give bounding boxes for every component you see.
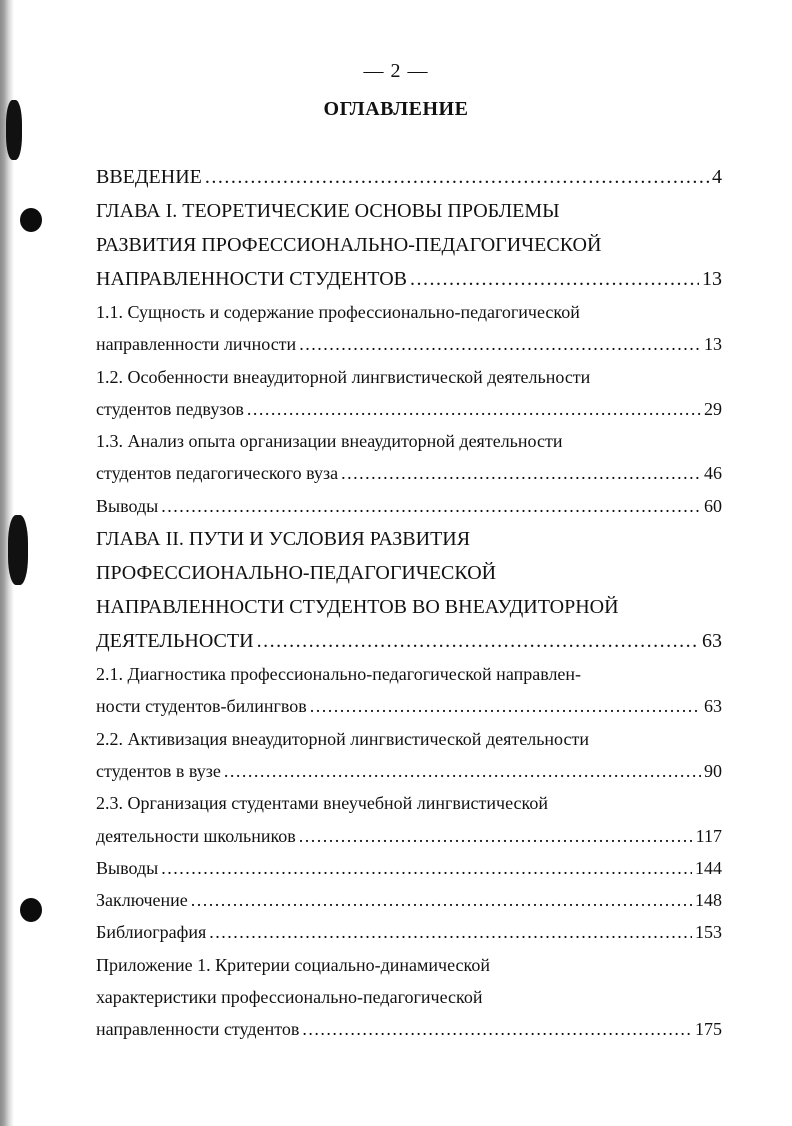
- toc-entry-text: ВВЕДЕНИЕ: [96, 166, 202, 188]
- toc-page-number: 63: [704, 696, 722, 717]
- toc-entry: [96, 884, 722, 916]
- toc-page-number: 148: [695, 890, 722, 911]
- page-number: — 2 —: [363, 60, 429, 82]
- dot-leader: [302, 1013, 692, 1045]
- toc-line: [96, 981, 722, 1013]
- toc-entry-text: направленности личности: [96, 334, 297, 355]
- toc-page-number: 13: [702, 268, 722, 290]
- toc-entry-text: РАЗВИТИЯ ПРОФЕССИОНАЛЬНО-ПЕДАГОГИЧЕСКОЙ: [96, 234, 602, 256]
- dot-leader: [310, 690, 701, 722]
- toc-entry: [96, 490, 722, 522]
- toc-page-number: 29: [704, 398, 722, 419]
- toc-line: [96, 755, 722, 787]
- toc-entry: [96, 916, 722, 948]
- dot-leader: [205, 160, 709, 194]
- toc-entry-text: НАПРАВЛЕННОСТИ СТУДЕНТОВ: [96, 268, 408, 290]
- toc-entry-text: Выводы: [96, 857, 159, 878]
- scan-blot-middle: [8, 515, 28, 585]
- toc-line: [96, 194, 722, 228]
- toc-line: [96, 457, 722, 489]
- dot-leader: [410, 262, 699, 296]
- toc-line: [96, 787, 722, 819]
- toc-entry: [96, 296, 722, 361]
- toc-entry: [96, 723, 722, 788]
- toc-entry-text: 1.2. Особенности внеаудиторной лингвистической деятельности: [96, 366, 591, 387]
- toc-page-number: 175: [695, 1019, 722, 1040]
- toc-entry-text: 2.1. Диагностика профессионально-педагогической направлен-: [96, 664, 582, 685]
- dot-leader: [299, 820, 693, 852]
- toc-entry-text: ГЛАВА I. ТЕОРЕТИЧЕСКИЕ ОСНОВЫ ПРОБЛЕМЫ: [96, 200, 560, 222]
- toc-line: [96, 393, 722, 425]
- toc-line: [96, 590, 722, 624]
- dot-leader: [209, 916, 692, 948]
- toc-page-number: 90: [704, 760, 722, 781]
- toc-line: [96, 556, 722, 590]
- toc-entry-text: 2.2. Активизация внеаудиторной лингвистической деятельности: [96, 728, 589, 749]
- toc-page-number: 153: [695, 922, 722, 943]
- toc-line: [96, 490, 722, 522]
- punch-hole-top: [20, 208, 42, 232]
- toc-entry-text: 1.3. Анализ опыта организации внеаудиторной деятельности: [96, 431, 563, 452]
- dot-leader: [247, 393, 701, 425]
- toc-entry-text: ПРОФЕССИОНАЛЬНО-ПЕДАГОГИЧЕСКОЙ: [96, 562, 497, 585]
- toc-entry-text: Выводы: [96, 495, 159, 516]
- dot-leader: [191, 884, 692, 916]
- toc-line: [96, 916, 722, 948]
- toc-line: [96, 658, 722, 690]
- dot-leader: [299, 328, 701, 360]
- toc-line: [96, 228, 722, 262]
- toc-entry: [96, 658, 722, 723]
- toc-entry: [96, 425, 722, 490]
- toc-line: [96, 361, 722, 393]
- toc-line: [96, 328, 722, 360]
- dot-leader: [161, 490, 701, 522]
- toc-entry: [96, 160, 722, 194]
- toc-entry: [96, 949, 722, 1046]
- toc-entry-text: деятельности школьников: [96, 825, 296, 846]
- dot-leader: [257, 624, 699, 658]
- dot-leader: [161, 852, 692, 884]
- toc-line: [96, 624, 722, 658]
- toc-entry: [96, 194, 722, 296]
- toc-line: [96, 852, 722, 884]
- toc-entry: [96, 522, 722, 658]
- toc-entry-text: Библиография: [96, 922, 207, 943]
- toc-page-number: 13: [704, 334, 722, 355]
- toc-entry-text: ДЕЯТЕЛЬНОСТИ: [96, 630, 254, 653]
- toc-entry: [96, 787, 722, 852]
- toc-page-number: 60: [704, 495, 722, 516]
- toc-line: [96, 160, 722, 194]
- toc-entry: [96, 361, 722, 426]
- toc-line: [96, 949, 722, 981]
- toc-entry-text: ГЛАВА II. ПУТИ И УСЛОВИЯ РАЗВИТИЯ: [96, 528, 471, 551]
- table-of-contents: [96, 160, 722, 1046]
- toc-page-number: 46: [704, 463, 722, 484]
- page-title: ОГЛАВЛЕНИЕ: [323, 98, 469, 120]
- toc-entry-text: 2.3. Организация студентами внеучебной лингвистической: [96, 793, 548, 814]
- toc-entry: [96, 852, 722, 884]
- punch-hole-bottom: [20, 898, 42, 922]
- toc-entry-text: студентов педагогического вуза: [96, 463, 339, 484]
- toc-entry-text: ности студентов-билингвов: [96, 696, 307, 717]
- toc-entry-text: Приложение 1. Критерии социально-динамической: [96, 954, 490, 975]
- dot-leader: [224, 755, 701, 787]
- toc-page-number: 4: [712, 166, 722, 188]
- toc-line: [96, 425, 722, 457]
- toc-entry-text: 1.1. Сущность и содержание профессионально-педагогической: [96, 302, 580, 322]
- toc-line: [96, 1013, 722, 1045]
- toc-entry-text: Заключение: [96, 890, 188, 911]
- toc-line: [96, 296, 722, 328]
- toc-line: [96, 690, 722, 722]
- toc-page-number: 144: [695, 857, 722, 878]
- toc-entry-text: характеристики профессионально-педагогической: [96, 987, 483, 1008]
- dot-leader: [341, 457, 701, 489]
- toc-entry-text: НАПРАВЛЕННОСТИ СТУДЕНТОВ ВО ВНЕАУДИТОРНОЙ: [96, 596, 619, 619]
- toc-entry-text: направленности студентов: [96, 1019, 300, 1040]
- toc-line: [96, 820, 722, 852]
- toc-line: [96, 262, 722, 296]
- toc-line: [96, 884, 722, 916]
- toc-line: [96, 522, 722, 556]
- toc-page-number: 63: [702, 630, 722, 653]
- toc-page-number: 117: [695, 825, 722, 846]
- toc-entry-text: студентов педвузов: [96, 398, 244, 419]
- toc-entry-text: студентов в вузе: [96, 760, 221, 781]
- toc-line: [96, 723, 722, 755]
